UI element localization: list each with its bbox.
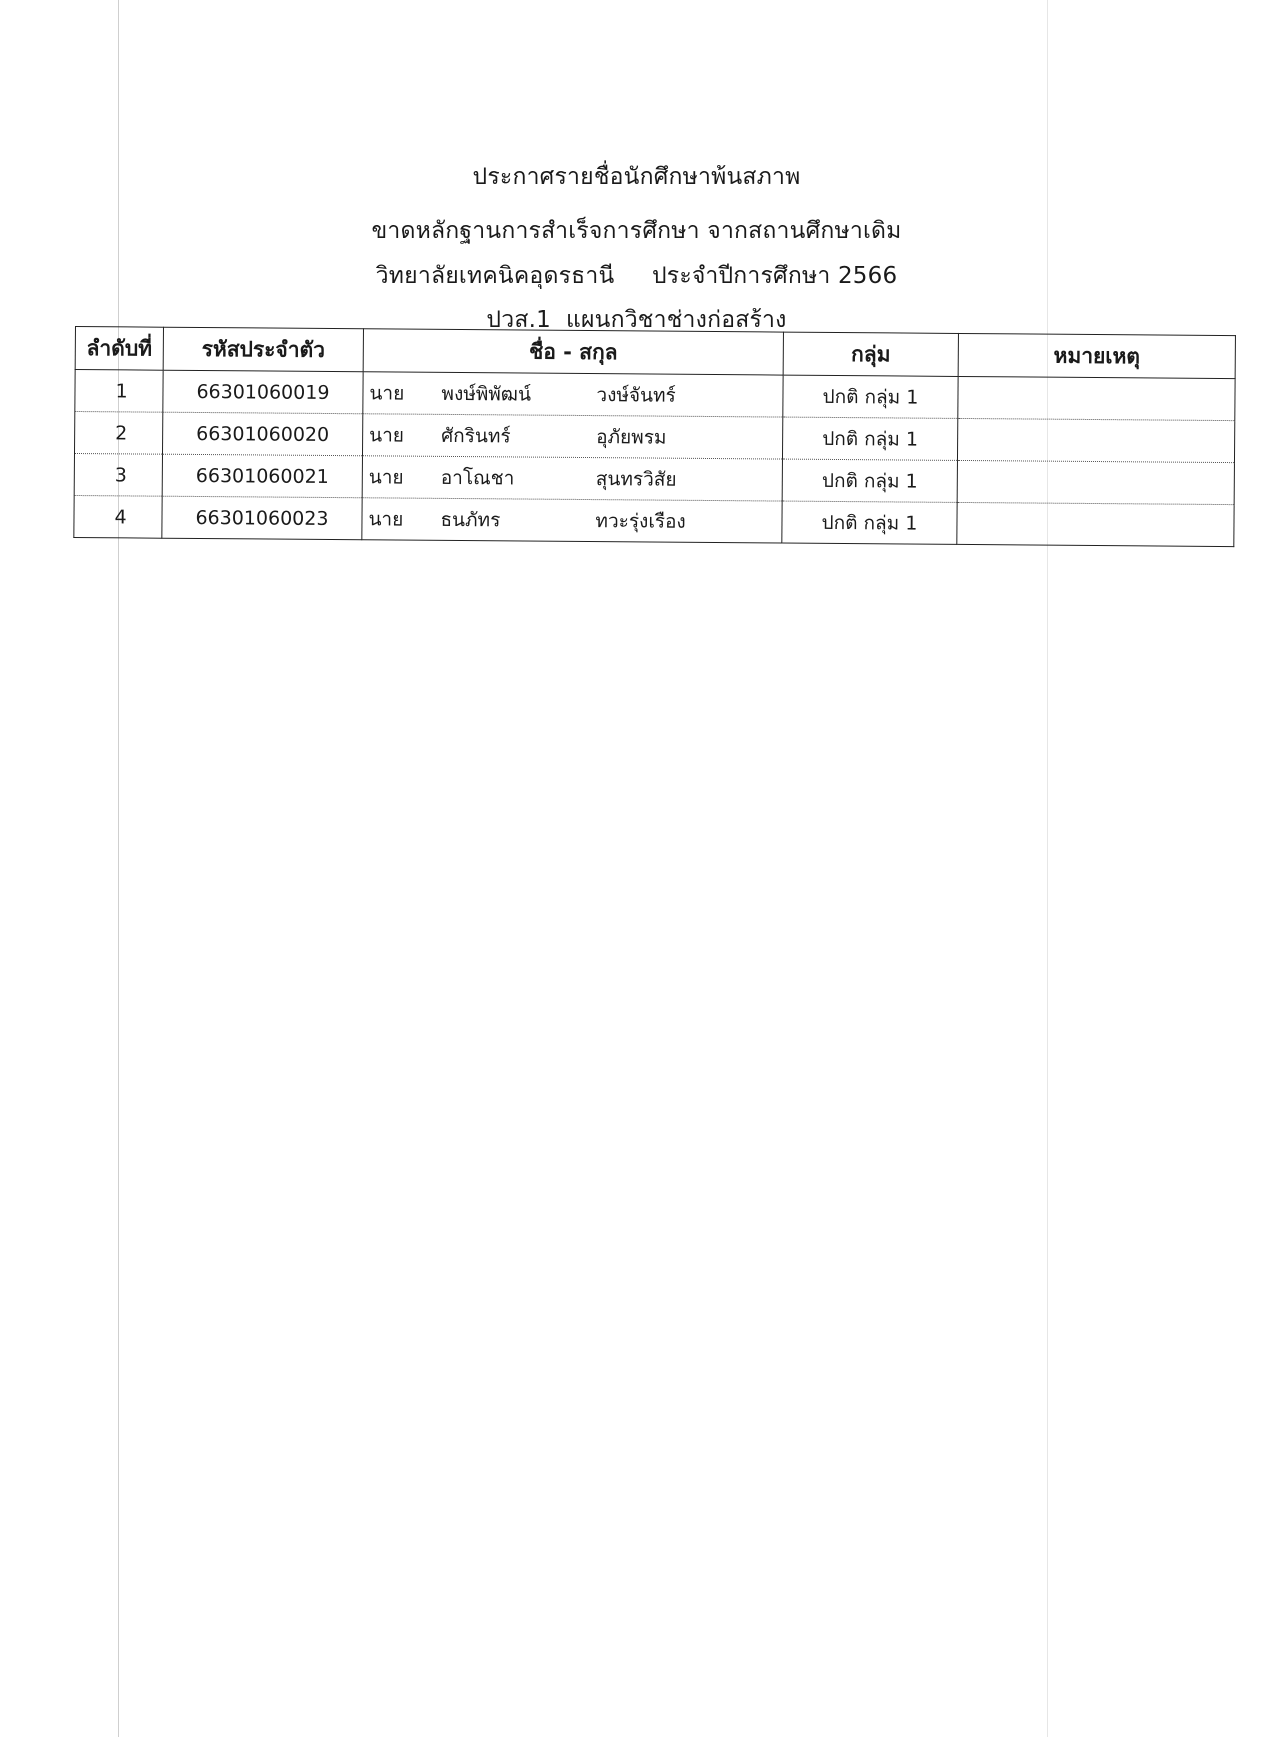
row-remark bbox=[958, 376, 1235, 420]
row-group: ปกติ กลุ่ม 1 bbox=[782, 417, 957, 460]
program-department: ปวส.1 แผนกวิชาช่างก่อสร้าง bbox=[486, 307, 787, 333]
row-name-prefix: นาย bbox=[368, 507, 404, 531]
row-last-name: อุภัยพรม bbox=[596, 425, 667, 449]
row-full-name bbox=[362, 414, 782, 459]
row-full-name bbox=[363, 372, 783, 417]
row-first-name: อาโณชา bbox=[440, 466, 515, 489]
row-student-id: 66301060019 bbox=[163, 370, 363, 414]
header-remark: หมายเหตุ bbox=[958, 333, 1235, 378]
row-no: 3 bbox=[74, 454, 162, 497]
row-remark bbox=[957, 418, 1234, 462]
row-no: 1 bbox=[75, 370, 163, 413]
header-group: กลุ่ม bbox=[783, 332, 958, 376]
header-full-name: ชื่อ - สกุล bbox=[363, 329, 783, 375]
college-and-year: วิทยาลัยเทคนิคอุดรธานี ประจำปีการศึกษา 2566 bbox=[375, 263, 898, 289]
table-row bbox=[74, 495, 1234, 546]
row-first-name: ศักรินทร์ bbox=[441, 424, 511, 447]
row-full-name bbox=[362, 498, 782, 543]
announcement-title: ประกาศรายชื่อนักศึกษาพ้นสภาพ bbox=[472, 164, 801, 190]
row-no: 2 bbox=[74, 412, 162, 455]
student-roster-table bbox=[73, 326, 1236, 547]
header-no: ลำดับที่ bbox=[75, 327, 163, 371]
row-group: ปกติ กลุ่ม 1 bbox=[782, 459, 957, 502]
row-last-name: ทวะรุ่งเรือง bbox=[595, 509, 686, 533]
row-first-name: ธนภัทร bbox=[440, 508, 501, 531]
row-no: 4 bbox=[74, 495, 162, 538]
row-remark bbox=[957, 460, 1234, 504]
row-student-id: 66301060021 bbox=[162, 454, 362, 498]
row-name-prefix: นาย bbox=[368, 465, 404, 489]
row-name-prefix: นาย bbox=[369, 381, 405, 405]
row-student-id: 66301060020 bbox=[162, 412, 362, 456]
row-name-prefix: นาย bbox=[369, 423, 405, 447]
announcement-reason: ขาดหลักฐานการสำเร็จการศึกษา จากสถานศึกษาเดิม bbox=[371, 218, 902, 244]
row-group: ปกติ กลุ่ม 1 bbox=[783, 375, 958, 418]
row-last-name: วงษ์จันทร์ bbox=[596, 383, 676, 407]
row-full-name bbox=[362, 456, 782, 501]
header-student-id: รหัสประจำตัว bbox=[163, 327, 363, 372]
row-student-id: 66301060023 bbox=[162, 496, 362, 540]
row-first-name: พงษ์พิพัฒน์ bbox=[441, 382, 532, 406]
row-last-name: สุนทรวิสัย bbox=[595, 467, 677, 491]
row-remark bbox=[957, 502, 1234, 546]
row-group: ปกติ กลุ่ม 1 bbox=[782, 501, 957, 544]
